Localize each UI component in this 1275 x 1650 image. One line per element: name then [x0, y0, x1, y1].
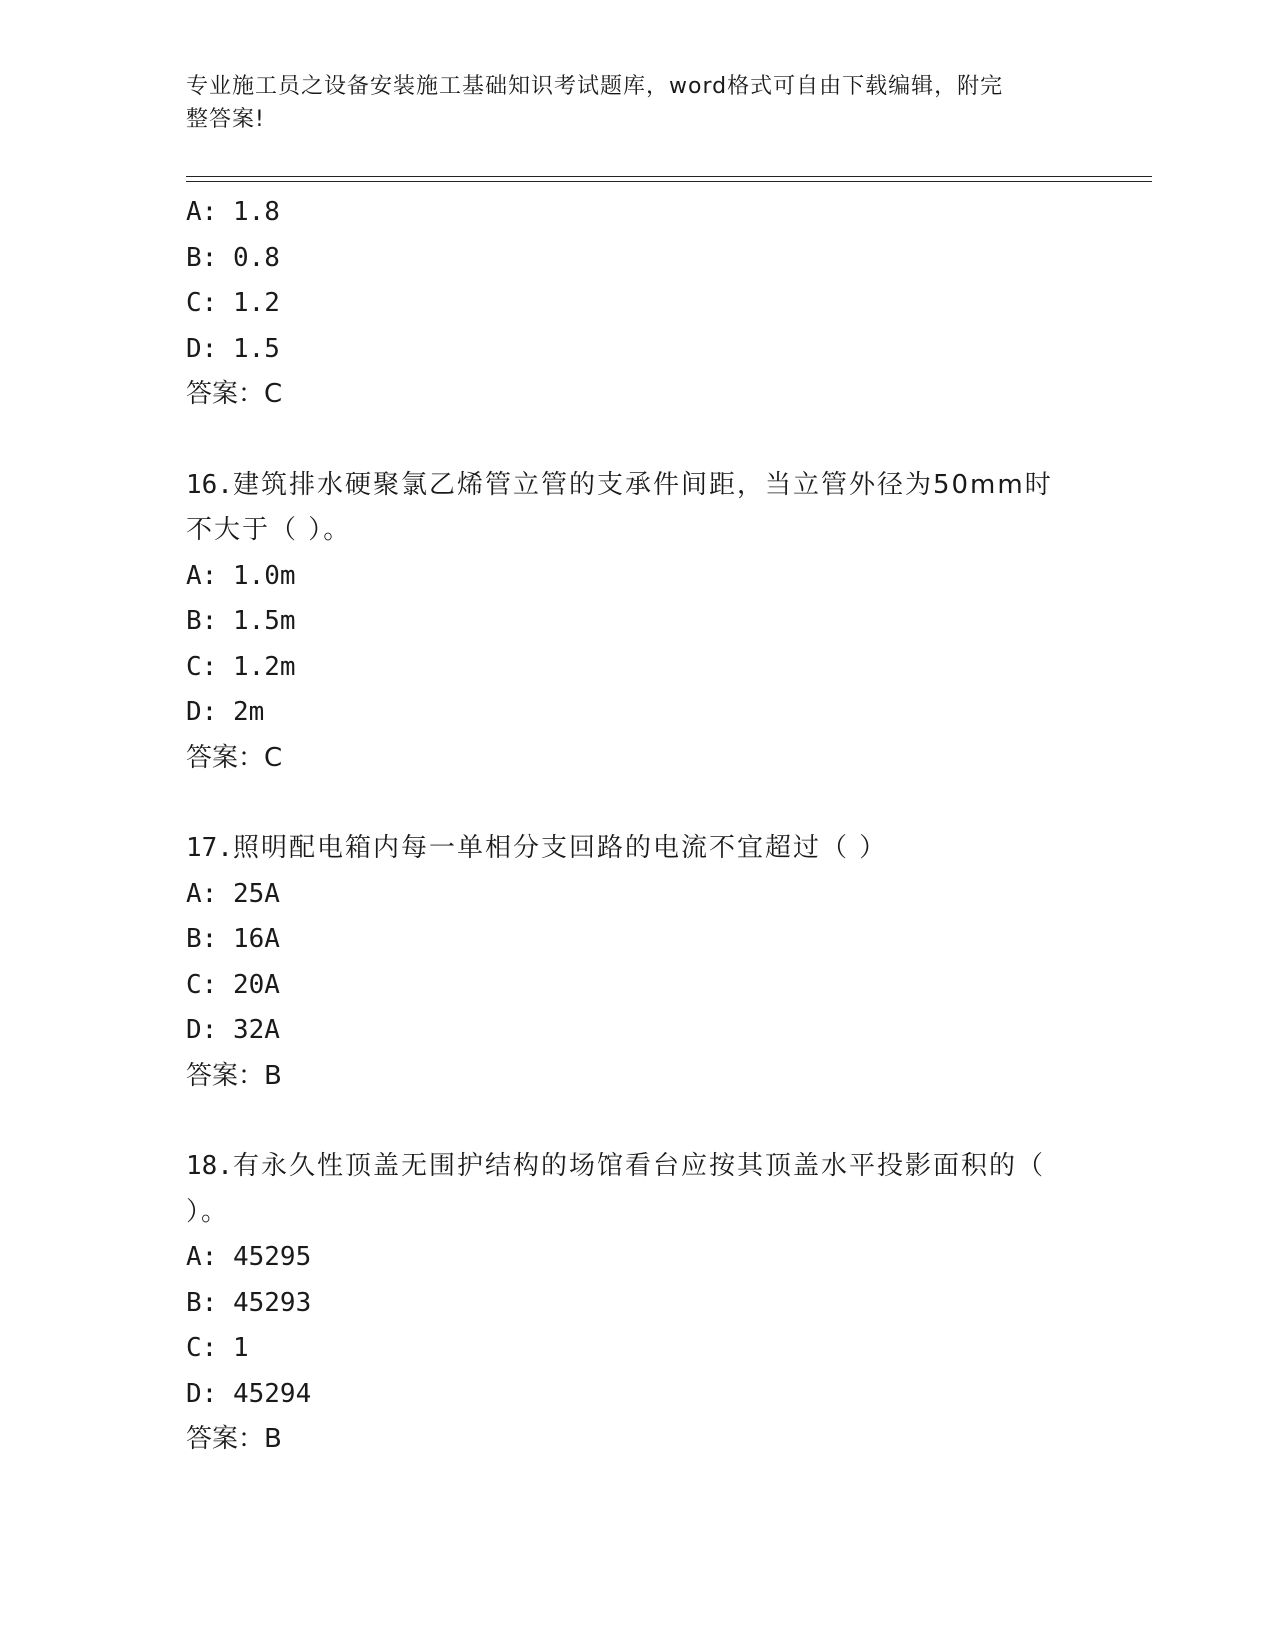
option-c: C: 1.2 [186, 288, 280, 318]
option-b: B: 0.8 [186, 242, 280, 273]
question-15 [186, 190, 1066, 418]
question-stem [186, 463, 1066, 509]
option-d: D: 32A [186, 1015, 280, 1045]
question-number: 18. [186, 1151, 233, 1181]
option-a: A: 45295 [186, 1242, 312, 1272]
option-b: B: 1.5m [186, 606, 296, 636]
question-16 [186, 463, 1066, 782]
question-list [186, 190, 1066, 1463]
option-a: A: 25A [186, 878, 280, 909]
answer: 答案：C [186, 379, 283, 409]
question-stem [186, 1144, 1066, 1190]
header-divider-bottom [186, 181, 1152, 182]
option-c: C: 1.2m [186, 651, 296, 682]
answer: 答案：B [186, 1424, 282, 1454]
question-stem-line-1: 有永久性顶盖无围护结构的场馆看台应按其顶盖水平投影面积的（ [232, 1151, 1045, 1181]
question-stem-line-2: 不大于（ ）。 [186, 515, 352, 545]
document-header [186, 70, 1066, 136]
option-b: B: 45293 [186, 1287, 312, 1318]
question-stem [186, 826, 1066, 872]
option-b: B: 16A [186, 924, 280, 954]
option-c: C: 20A [186, 969, 280, 1000]
option-d: D: 45294 [186, 1378, 312, 1409]
option-c: C: 1 [186, 1333, 249, 1363]
question-number: 17. [186, 833, 233, 863]
spacer [186, 1099, 1066, 1144]
answer: 答案：B [186, 1060, 282, 1091]
question-stem-line-1: 照明配电箱内每一单相分支回路的电流不宜超过（ ） [232, 833, 888, 863]
question-17 [186, 826, 1066, 1099]
answer: 答案：C [186, 742, 283, 773]
option-d: D: 1.5 [186, 333, 280, 364]
question-stem-line-1: 建筑排水硬聚氯乙烯管立管的支承件间距，当立管外径为50mm时 [232, 469, 1053, 500]
question-18 [186, 1144, 1066, 1463]
option-a: A: 1.0m [186, 560, 296, 591]
question-stem-line-2: ）。 [186, 1196, 230, 1227]
spacer [186, 418, 1066, 463]
spacer [186, 781, 1066, 826]
header-title-line-1: 专业施工员之设备安装施工基础知识考试题库，word格式可自由下载编辑，附完 [186, 74, 1004, 99]
option-d: D: 2m [186, 697, 265, 727]
header-title-line-2: 整答案! [186, 107, 265, 132]
option-a: A: 1.8 [186, 197, 280, 227]
question-number: 16. [186, 469, 233, 500]
header-divider-top [186, 176, 1152, 177]
